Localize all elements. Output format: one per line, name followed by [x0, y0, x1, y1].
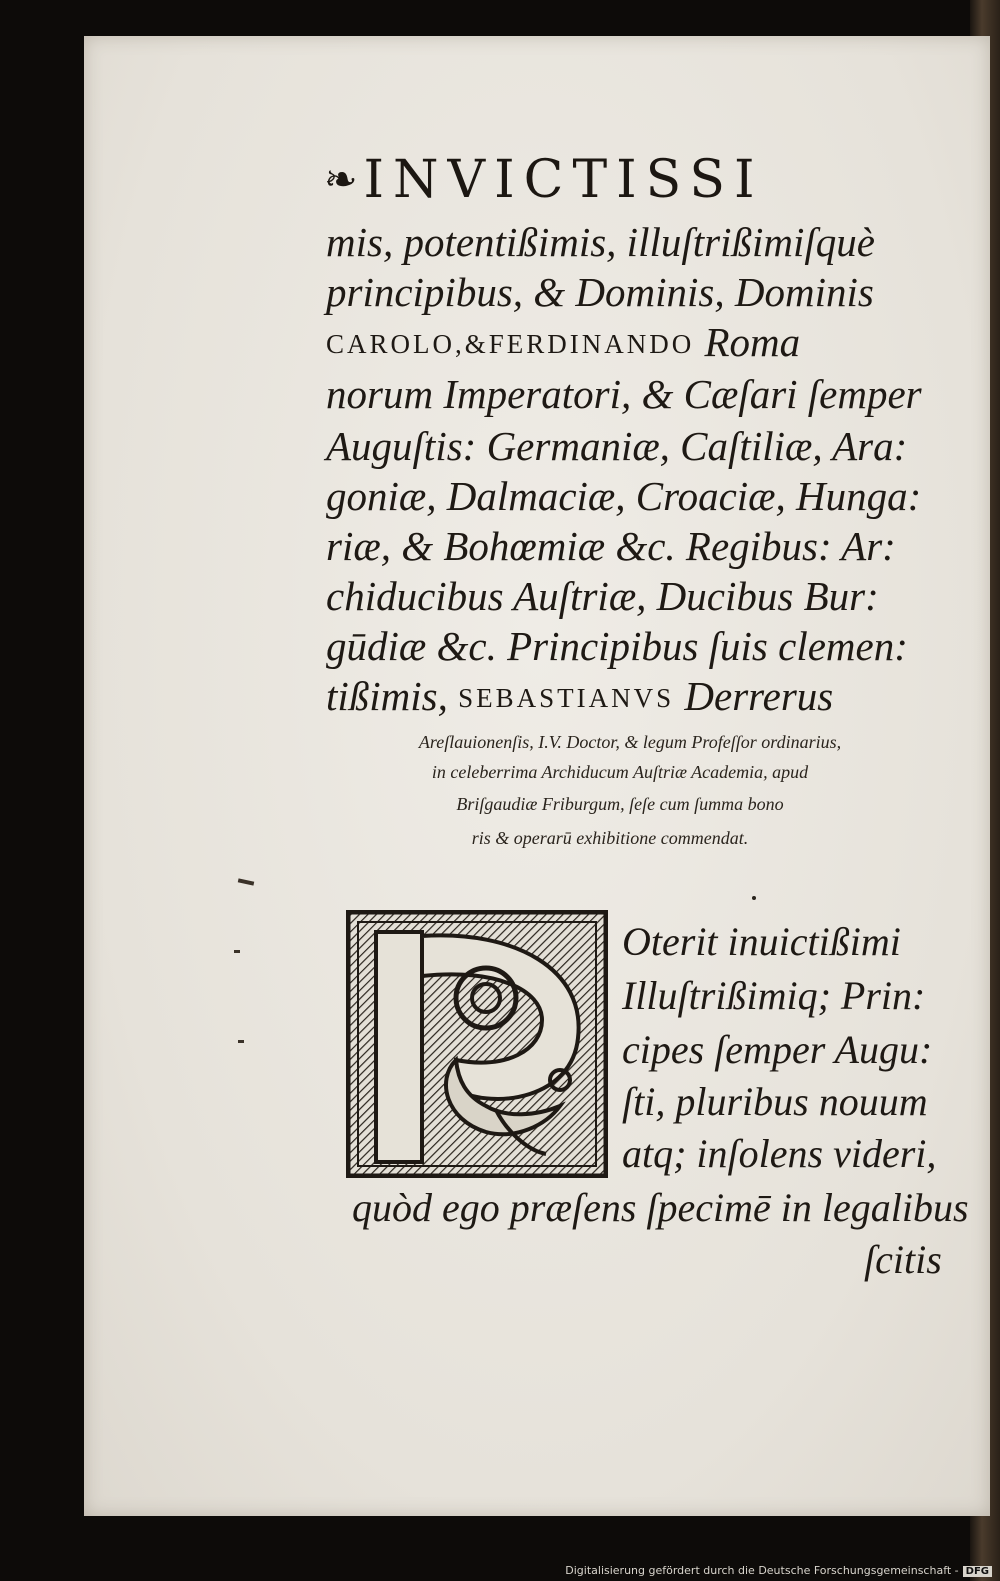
small-text-line: in celeberrima Archiducum Auſtriæ Academia, apud: [431, 762, 809, 782]
body-text-line: ſcitis: [864, 1237, 942, 1282]
dedication-heading: [324, 150, 944, 210]
fleuron-ornament-icon: ❧: [324, 157, 358, 203]
body-text-line: quòd ego præſens ſpecimē in legalibus: [352, 1185, 969, 1230]
body-text-line: cipes ſemper Augu:: [622, 1027, 933, 1072]
author-line-pre: tißimis,: [326, 673, 459, 719]
body-text-line: Illuſtrißimiq; Prin:: [622, 973, 926, 1018]
margin-mark: [234, 950, 240, 953]
dedication-line: riæ, & Bohœmiæ &c. Regibus: Ar:: [326, 523, 896, 569]
margin-mark: [238, 1040, 244, 1043]
dedication-line: principibus, & Dominis, Dominis: [326, 269, 874, 315]
woodcut-initial-icon: [346, 910, 608, 1178]
dedication-line: Auguſtis: Germaniæ, Caſtiliæ, Ara:: [326, 423, 908, 469]
heading-title: INVICTISSI: [363, 150, 764, 210]
dedication-line: gūdiæ &c. Principibus ſuis clemen:: [326, 623, 908, 669]
credit-text: Digitalisierung gefördert durch die Deutsche Forschungsgemeinschaft -: [565, 1564, 959, 1577]
decorated-initial: [346, 910, 608, 1178]
digitization-credit: [565, 1564, 992, 1577]
dedication-line: chiducibus Auſtriæ, Ducibus Bur:: [326, 573, 879, 619]
dedication-line: mis, potentißimis, illuſtrißimiſquè: [326, 219, 875, 265]
dedication-caps-line: [326, 319, 946, 365]
author-name-caps: SEBASTIANVS: [458, 683, 675, 713]
dedication-line: goniæ, Dalmaciæ, Croaciæ, Hunga:: [326, 473, 922, 519]
body-text-line: Oterit inuictißimi: [622, 919, 901, 964]
author-line-post: Derrerus: [674, 673, 834, 719]
dfg-logo-icon: DFG: [963, 1566, 992, 1577]
small-text-line: Areſlauionenſis, I.V. Doctor, & legum Profeſſor ordinarius,: [418, 732, 842, 752]
small-text-line: Briſgaudiæ Friburgum, ſeſe cum ſumma bono: [456, 794, 784, 814]
author-line: [326, 673, 946, 719]
body-text-line: atq; inſolens videri,: [622, 1131, 937, 1176]
page-dot: [752, 896, 756, 900]
dedication-line: norum Imperatori, & Cæſari ſemper: [326, 371, 922, 417]
caps-line-rest: Roma: [694, 319, 801, 365]
small-text-line: ris & operarū exhibitione commendat.: [471, 828, 749, 848]
body-text-line: ſti, pluribus nouum: [622, 1079, 928, 1124]
caps-names: CAROLO,&FERDINANDO: [326, 329, 695, 359]
